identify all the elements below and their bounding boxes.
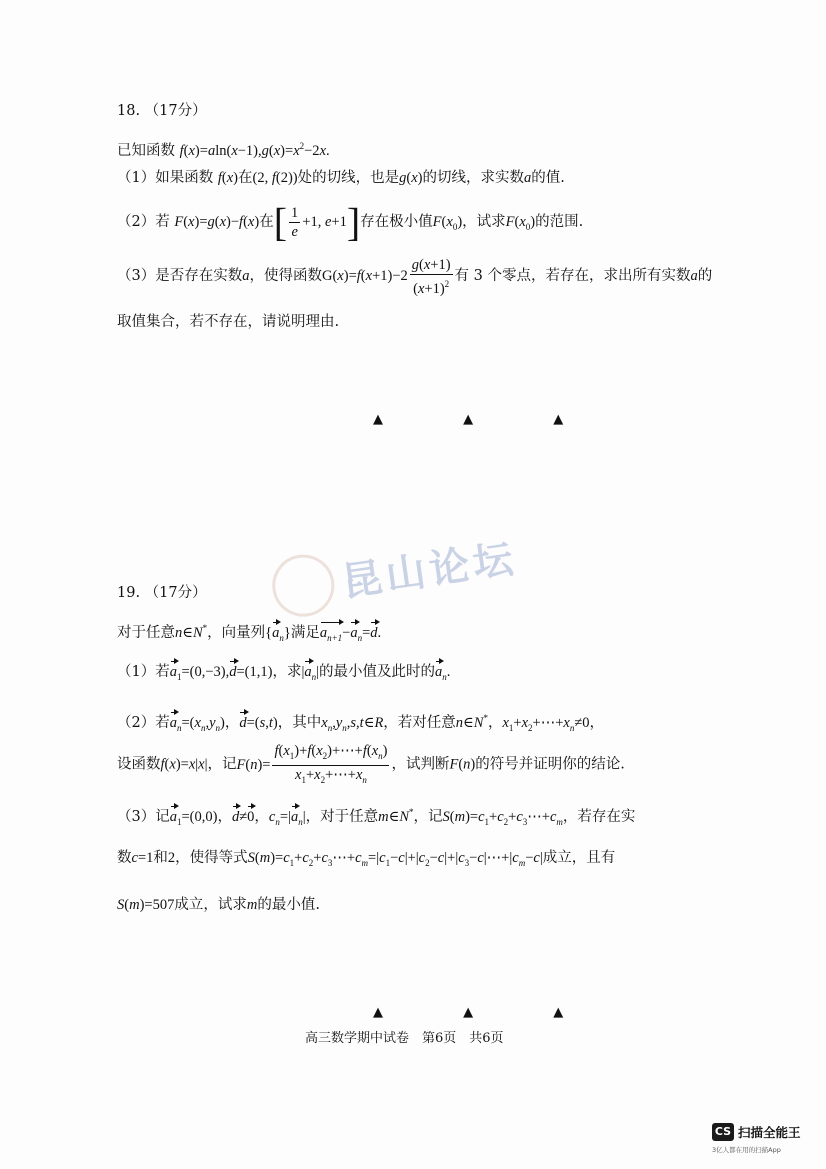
q19-part2-cont xyxy=(117,742,625,786)
q18-part1-point: (2, f(2)) xyxy=(252,170,298,186)
q18-part1-a: a xyxy=(524,170,532,186)
q18-part1-gx: g(x) xyxy=(399,170,423,186)
q18-part1-text-a: 在 xyxy=(238,170,253,186)
q18-part3-cont: 取值集合，若不存在，请说明理由. xyxy=(117,314,340,330)
triangle-separator: ▲ ▲ ▲ xyxy=(373,412,602,427)
q19-part3-S507: S(m)=507 xyxy=(117,897,175,913)
q18-part1-text-d: 的值. xyxy=(531,170,565,186)
q18-given-formula: $f(x)=aln(x-1),g(x)=x^2-2x$. xyxy=(179,141,330,159)
q19-intro-c: 满足 xyxy=(290,624,320,641)
q18-part1-text-b: 处的切线，也是 xyxy=(297,170,400,186)
q18-given xyxy=(117,136,330,161)
q19-part2-cont-d: 的符号并证明你的结论. xyxy=(475,756,625,773)
q19-part3-text-a: ，对于任意 xyxy=(305,808,379,825)
q19-part3-last xyxy=(117,895,320,915)
q19-part3 xyxy=(117,802,635,832)
scanner-name: 扫描全能王 xyxy=(738,1125,801,1140)
page-footer: 高三数学期中试卷 第6页 共6页 xyxy=(305,1031,504,1046)
q18-part2-label: （2）若 xyxy=(117,214,170,230)
q18-part3-Gx: G(x)=f(x+1)−2 $\frac{g(x+1)}{(x+1)^2}$ xyxy=(321,256,451,297)
scanner-tagline: 3亿人都在用的扫描App xyxy=(712,1146,781,1154)
q18-part2-text-a: 在 xyxy=(259,214,274,230)
q19-part3-cont-a: 数 xyxy=(117,850,132,866)
q19-part2-an: $a_n=(x_n,y_n)$，d=(s,t) xyxy=(169,714,278,733)
q19-part1-text-b: 的最小值及此时的 xyxy=(319,664,436,680)
q19-intro-seq: $\{a_n\}$ xyxy=(265,624,291,643)
triangle-separator-bottom: ▲ ▲ ▲ xyxy=(373,1005,602,1020)
q19-part3-Sm: $S(m)=c_1+c_2+c_3\cdots+c_m$ xyxy=(442,808,563,827)
q19-part2 xyxy=(117,708,604,738)
q18-part1-fx: f(x) xyxy=(217,170,238,186)
q19-part2-vars: $x_n,y_n,s,t\in R$ xyxy=(321,714,384,733)
q19-header: 19. （17分） xyxy=(117,585,207,601)
q19-part1-label: （1）若 xyxy=(117,664,170,680)
q19-part3-last-b: 的最小值. xyxy=(257,897,320,913)
q18-part3-text-a: ，使得函数 xyxy=(249,268,322,284)
q18-part3-a: a xyxy=(242,268,250,284)
q19-part3-label: （3）记 xyxy=(117,808,170,825)
q19-part2-cond: n∈N*，$x_1+x_2+\cdots+x_n\ne 0$， xyxy=(455,713,605,733)
scanner-badge xyxy=(712,1123,812,1157)
q19-intro-formula: $a_{n+1}-a_n=d$. xyxy=(320,625,381,641)
q18-part2-Fx: F(x)=g(x)−f(x) xyxy=(174,214,260,230)
q19-part3-cont-c: 成立，且有 xyxy=(542,850,616,866)
q18-given-prefix: 已知函数 xyxy=(117,142,175,159)
q19-part2-label: （2）若 xyxy=(117,714,170,731)
q18-part2-text-c: ，试求 xyxy=(462,214,506,230)
q18-part2 xyxy=(117,199,584,245)
q18-part3 xyxy=(117,254,712,298)
q19-part3-last-a: 成立，试求 xyxy=(174,897,247,913)
q19-part3-c: c=1和2 xyxy=(131,850,176,866)
q19-part2-Fn: F(n)= $\frac{f(x_1)+f(x_2)+\cdots+f(x_n)}{x_1+x_2+\cdots+x_n}$ xyxy=(236,743,388,785)
q18-part2-text-d: 的范围. xyxy=(535,214,584,230)
q18-part3-label: （3）是否存在实数 xyxy=(117,268,243,284)
q19-part3-m2: m xyxy=(246,897,258,913)
q18-part1-text-c: 的切线，求实数 xyxy=(422,170,524,186)
q19-part1-an: $a_n$. xyxy=(435,664,451,682)
q18-part1 xyxy=(117,168,565,188)
q19-intro xyxy=(117,618,381,648)
q19-part1-abs: $|a_n|$ xyxy=(301,664,320,682)
q18-part3-text-b: 有 3 个零点，若存在，求出所有实数 xyxy=(454,268,691,284)
q19-part3-cont xyxy=(117,848,615,873)
q18-part2-Fx0: $F(x_0)$ xyxy=(432,214,463,232)
q19-part1 xyxy=(117,662,450,687)
q19-part3-cond: $a_1=(0,0)$，d≠0，$c_n=|a_n|$ xyxy=(169,808,306,827)
q19-intro-b: ，向量列 xyxy=(207,624,266,641)
q19-part3-text-b: ，记 xyxy=(413,808,443,825)
q18-part2-interval: [ $\frac{1}{e}$ +1, e+1] xyxy=(273,199,361,245)
q19-part2-cont-b: ，记 xyxy=(207,756,237,773)
q19-intro-a: 对于任意 xyxy=(117,624,175,641)
cs-logo-icon: CS xyxy=(712,1123,734,1141)
q18-part3-a2: a xyxy=(690,268,698,284)
q18-header: 18. （17分） xyxy=(117,103,207,119)
watermark-text: 昆山论坛 xyxy=(339,535,520,606)
q19-intro-n: n∈N* xyxy=(175,623,208,641)
q19-part2-cont-a: 设函数 xyxy=(117,756,161,773)
q19-part3-eq: $S(m)=c_1+c_2+c_3\cdots+c_m=|c_1-c|+|c_2-c|+|c_3-c|\cdots+|c_m-c|$ xyxy=(247,850,543,868)
q19-part2-text-b: ，若对任意 xyxy=(383,714,456,731)
q19-part3-m: m∈N* xyxy=(378,807,414,825)
q19-part3-text-c: ，若存在实 xyxy=(562,808,636,825)
q18-part2-Fx0-b: $F(x_0)$ xyxy=(505,214,536,232)
q19-part2-text-a: ，其中 xyxy=(277,714,322,731)
q18-part3-text-c: 的 xyxy=(697,268,713,284)
q18-part2-text-b: 存在极小值 xyxy=(360,214,433,230)
q19-part1-text-a: ，求 xyxy=(272,664,302,680)
q19-part2-cont-c: ，试判断 xyxy=(391,756,450,773)
q19-part1-cond: $a_1=(0,-3),d=(1,1)$ xyxy=(169,664,273,682)
q19-part3-cont-b: ，使得等式 xyxy=(175,850,248,866)
q18-part1-label: （1）如果函数 xyxy=(117,170,214,186)
q19-part2-fx: f(x)=x|x| xyxy=(160,756,208,773)
q19-part2-Fn-b: F(n) xyxy=(449,756,476,773)
watermark-logo-icon xyxy=(268,551,338,621)
